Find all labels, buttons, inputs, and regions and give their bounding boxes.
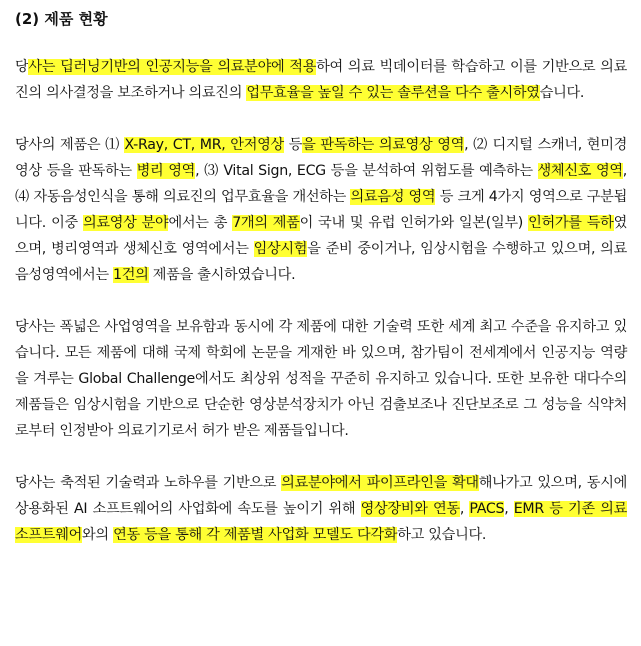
paragraph-text: , [459,501,470,517]
paragraph-text: , ⑷ 자동음성인식을 통해 의료진의 업무효율을 개선하는 [15,163,627,205]
paragraph-text: 와의 [82,527,114,543]
highlighted-text: 1건의 [113,267,149,283]
paragraph-text: 이 국내 및 유럽 인허가와 일본(일부) [299,215,529,231]
paragraph-text: 을 준비 중이거나, 임상시험을 수행하고 있으며, 의료음성영역에서는 [15,241,627,283]
document-body [15,54,627,548]
highlighted-text: 생체신호 영역 [537,163,623,179]
paragraph-text: 등 크게 4가지 영역으로 구분됩니다. 이중 [15,189,627,231]
highlighted-text: EMR 등 기존 의료 소프트웨어 [15,501,627,543]
highlighted-text: 사는 딥러닝기반의 인공지능을 의료분야에 적용 [28,59,317,75]
paragraph-text: 당 [15,59,29,75]
paragraph-text: 였으며, 병리영역과 생체신호 영역에서는 [15,215,627,257]
highlighted-text: 영상장비와 연동 [360,501,460,517]
highlighted-text: 을 판독하는 의료영상 영역 [302,137,465,153]
highlighted-text: 인허가를 득하 [528,215,614,231]
highlighted-text: 연동 등을 통해 각 제품별 사업화 모델도 다각화 [113,527,398,543]
highlighted-text: 의료분야에서 파이프라인을 확대 [281,475,479,491]
highlighted-text: 7개의 제품 [232,215,300,231]
highlighted-text: X-Ray, CT, MR, 안저영상 [124,137,284,153]
paragraph-text: , [504,501,514,517]
highlighted-text: 병리 영역 [136,163,196,179]
paragraph-text: 등 [283,137,303,153]
paragraph-text: 하여 의료 빅데이터를 학습하고 이를 기반으로 의료진의 의사결정을 보조하거나 의료진의 [15,59,627,101]
document-page [15,6,627,574]
paragraph-text: 당사는 축적된 기술력과 노하우를 기반으로 [15,475,282,491]
paragraph [15,132,627,288]
paragraph-text: 하고 있습니다. [397,527,487,543]
section-heading: (2) 제품 현황 [15,10,108,28]
paragraph-text: 습니다. [539,85,585,101]
paragraph [15,470,627,548]
paragraph [15,314,627,444]
paragraph-text: 당사는 폭넓은 사업영역을 보유함과 동시에 각 제품에 대한 기술력 또한 세계 최고 수준을 유지하고 있습니다. 모든 제품에 대해 국제 학회에 논문을 게재한 바 있으며, 참가팀이 전세계에서 인공지능 역량을 겨루는 Global Challenge에서도 최상위 성적을 꾸준히 유지하고 있습니다. 또한 보유한 대다수의 제품들은 임상시험을 기반으로 단순한 영상분석장치가 아닌 검출보조나 진단보조로 그 성능을 식약처로부터 인정받아 의료기기로서 허가 받은 제품들입니다. [15,319,627,439]
highlighted-text: 의료음성 영역 [350,189,436,205]
paragraph-text: , ⑵ 디지털 스캐너, 현미경 영상 등을 판독하는 [15,137,627,179]
paragraph-text: 제품을 출시하였습니다. [148,267,296,283]
paragraph-text: , ⑶ Vital Sign, ECG 등을 분석하여 위험도를 예측하는 [195,163,538,179]
highlighted-text: 임상시험 [253,241,308,257]
highlighted-text: PACS [469,501,505,517]
highlighted-text: 의료영상 분야 [82,215,169,231]
paragraph-text: 당사의 제품은 ⑴ [15,137,125,153]
paragraph-text: 에서는 총 [168,215,233,231]
highlighted-text: 업무효율을 높일 수 있는 솔루션을 다수 출시하였 [246,85,540,101]
paragraph [15,54,627,106]
paragraph-text: 해나가고 있으며, 동시에 상용화된 AI 소프트웨어의 사업화에 속도를 높이기 위해 [15,475,628,517]
